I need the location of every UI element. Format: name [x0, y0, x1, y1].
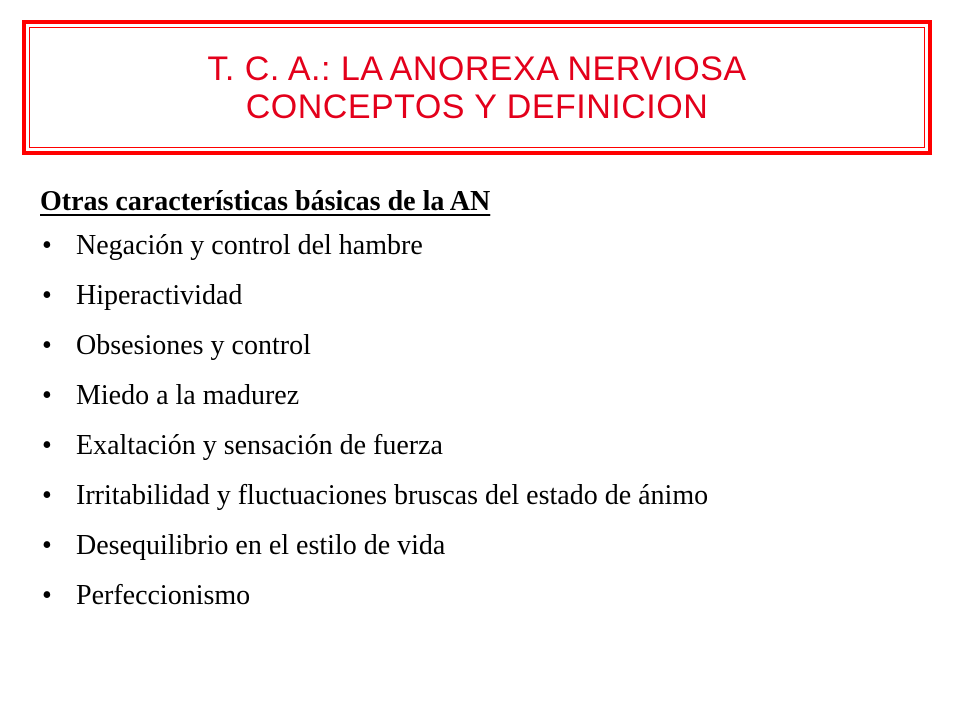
- slide-title-line-2: CONCEPTOS Y DEFINICION: [245, 87, 709, 126]
- section-heading: Otras características básicas de la AN: [40, 186, 491, 217]
- bullet-icon: •: [42, 580, 52, 611]
- list-item: [40, 571, 920, 621]
- list-item: [40, 271, 920, 321]
- bullet-icon: •: [42, 480, 52, 511]
- list-item: [40, 371, 920, 421]
- bullet-icon: •: [42, 280, 52, 311]
- list-item: [40, 421, 920, 471]
- bullet-list: [40, 221, 920, 621]
- list-item: [40, 521, 920, 571]
- bullet-icon: •: [42, 380, 52, 411]
- list-item: [40, 471, 920, 521]
- list-item-text: Desequilibrio en el estilo de vida: [76, 530, 446, 561]
- bullet-icon: •: [42, 530, 52, 561]
- list-item-text: Perfeccionismo: [76, 580, 251, 611]
- bullet-icon: •: [42, 230, 52, 261]
- list-item-text: Hiperactividad: [76, 280, 243, 311]
- list-item-text: Miedo a la madurez: [76, 380, 300, 411]
- list-item: [40, 221, 920, 271]
- slide-title: [207, 50, 746, 126]
- list-item-text: Irritabilidad y fluctuaciones bruscas del estado de ánimo: [76, 480, 709, 511]
- slide-title-line-1: T. C. A.: LA ANOREXA NERVIOSA: [207, 49, 747, 88]
- list-item-text: Exaltación y sensación de fuerza: [76, 430, 443, 461]
- bullet-icon: •: [42, 430, 52, 461]
- list-item-text: Obsesiones y control: [76, 330, 311, 361]
- bullet-icon: •: [42, 330, 52, 361]
- list-item-text: Negación y control del hambre: [76, 230, 423, 261]
- slide-content: [40, 183, 920, 621]
- title-frame: [22, 20, 932, 155]
- list-item: [40, 321, 920, 371]
